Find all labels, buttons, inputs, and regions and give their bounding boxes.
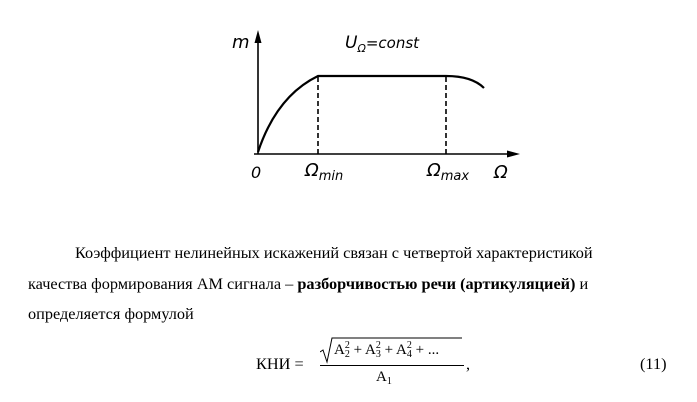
characteristic-curve (258, 76, 484, 152)
formula-fraction (320, 336, 464, 396)
characteristic-figure (0, 0, 697, 200)
paragraph-line-3: определяется формулой (28, 304, 194, 323)
plus-sign: + (415, 342, 425, 358)
x-axis-arrow (507, 151, 520, 158)
paragraph-line-2-text: качества формирования АМ сигнала – (28, 273, 298, 293)
omega-max-label: $\Omega_{max}$ (427, 160, 470, 184)
formula-numerator (334, 340, 439, 360)
paragraph-line-1: Коэффициент нелинейных искажений связан с четвертой характеристикой (75, 243, 593, 262)
plus-sign: + (384, 342, 394, 358)
origin-label: 0 (251, 163, 262, 182)
paragraph-line-2 (28, 269, 676, 300)
omega-min-label: $\Omega_{min}$ (305, 160, 344, 184)
formula-11 (0, 336, 697, 396)
paragraph (28, 238, 676, 330)
term-a4: $A_4^2$ (396, 340, 412, 360)
paragraph-bold-term: разборчивостью речи (артикуляцией) (297, 273, 576, 293)
plus-sign: + (353, 342, 363, 358)
condition-label: $U_\Omega=const$ (345, 33, 420, 55)
y-axis-label: m (232, 32, 250, 53)
ellipsis: ... (427, 342, 440, 358)
x-axis-label: Ω (494, 162, 508, 183)
fraction-bar (320, 365, 464, 366)
equation-number: (11) (640, 354, 667, 373)
term-a2: $A_2^2$ (334, 340, 350, 360)
formula-lhs: КНИ = (256, 354, 304, 373)
term-a3: $A_3^2$ (365, 340, 381, 360)
y-axis-arrow (255, 30, 262, 43)
formula-denominator: $A_1$ (376, 369, 392, 387)
formula-comma: , (466, 354, 471, 373)
paragraph-line-2-end: и (575, 273, 589, 293)
